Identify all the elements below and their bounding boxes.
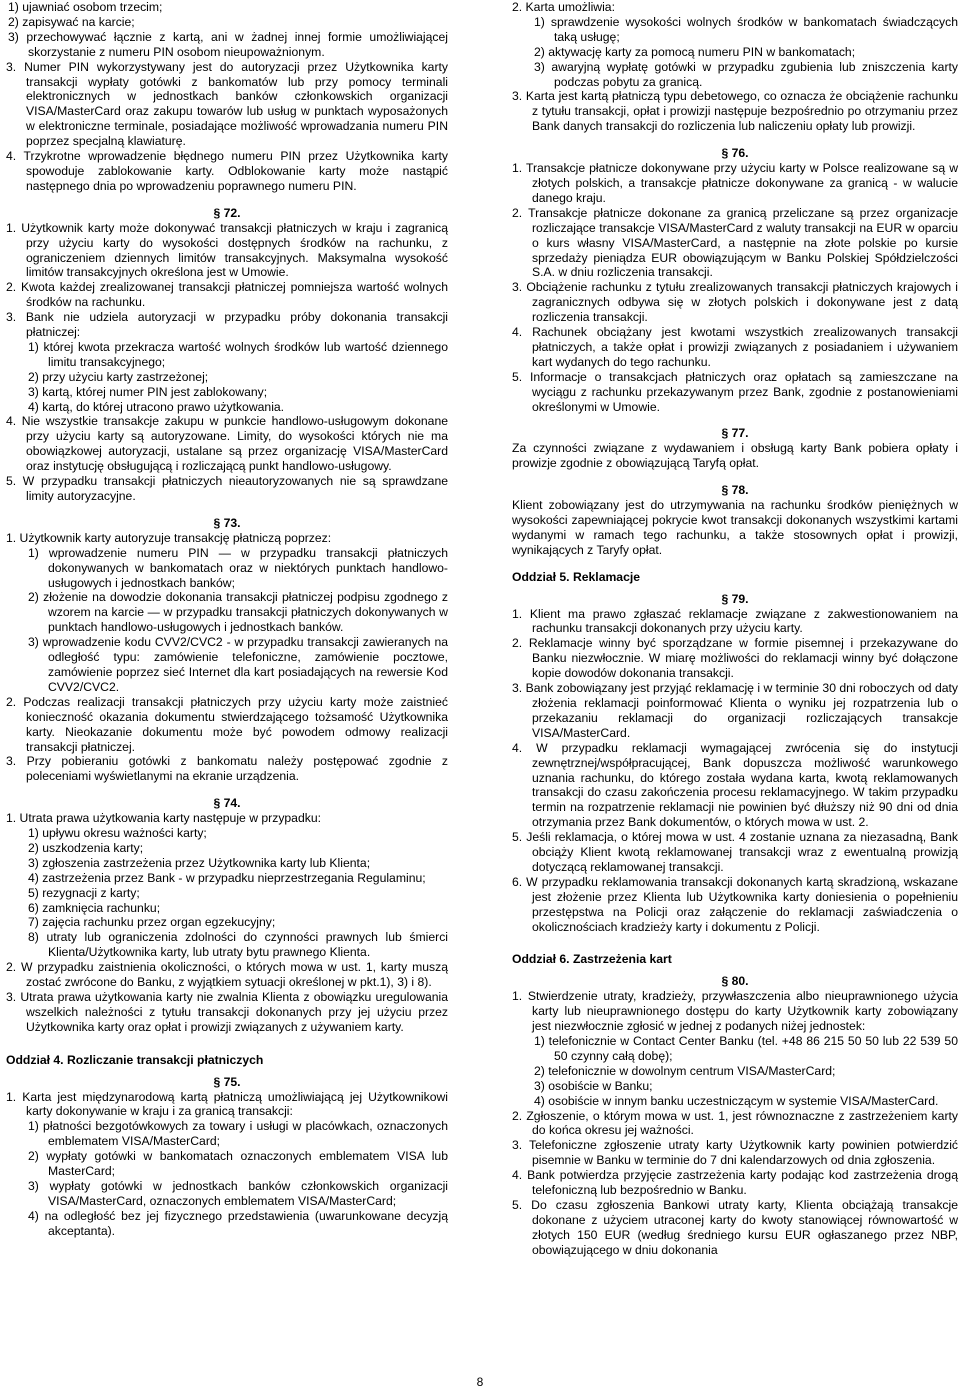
- paragraph-72-3: 3. Bank nie udziela autoryzacji w przypadku próby dokonania transakcji płatniczej:: [6, 310, 448, 340]
- list-item: 6) zamknięcia rachunku;: [28, 900, 161, 915]
- paragraph-77: Za czynności związane z wydawaniem i obsługą karty Bank pobiera opłaty i prowizje zgodnie z obowiązującą Taryfą opłat.: [512, 441, 958, 471]
- list-item: 8) utraty lub ograniczenia zdolności do czynności prawnych lub śmierci Klienta/Użytkownika karty, lub utraty bytu prawnego Klienta.: [28, 930, 448, 960]
- paragraph-75-1: 1. Karta jest międzynarodową kartą płatniczą umożliwiającą jej Użytkownikowi karty dokonywanie w kraju i za granicą transakcji:: [6, 1089, 448, 1119]
- paragraph-79-6: 6. W przypadku reklamowania transakcji dokonanych kartą skradzioną, wskazane jest złożenie przez Klienta lub Użytkownika karty doniesienia o popełnieniu przestępstwa na Policji oraz załączenie do reklamacji zaświadczenia o okolicznościach kradzieży karty i dokumentu z Policji.: [512, 874, 958, 934]
- list-item: 3) awaryjną wypłatę gotówki w przypadku zgubienia lub zniszczenia karty podczas pobytu za granicą.: [534, 59, 958, 89]
- paragraph-78: Klient zobowiązany jest do utrzymywania na rachunku środków pieniężnych w wysokości zapewniającej pokrycie kwot transakcji dokonanych wszystkimi kartami wydanymi w ramach tego rachunku, a także stosownych opłat i prowizji, wynikających z Taryfy opłat.: [512, 498, 958, 557]
- list-item: 3) kartą, której numer PIN jest zablokowany;: [28, 384, 268, 399]
- list-item: 2) uszkodzenia karty;: [28, 840, 144, 855]
- section-5-heading: Oddział 5. Reklamacje: [512, 569, 641, 584]
- section-76-title: § 76.: [721, 146, 749, 161]
- list-item: 3) wprowadzenie kodu CVV2/CVC2 - w przypadku transakcji zawieranych na odległość typu: zamówienie telefoniczne, zamówienie pocztowe, zamówienie poprzez sieć Internet dla kart posiadających na rewersie Kod CVV2/CVC2.: [28, 635, 448, 694]
- page-number: 8: [476, 1375, 484, 1389]
- paragraph-80-3: 3. Telefoniczne zgłoszenie utraty karty Użytkownik karty powinien potwierdzić pisemnie w Banku w terminie do 7 dni kalendarzowych od dnia zgłoszenia.: [512, 1138, 958, 1168]
- paragraph-79-3: 3. Bank zobowiązany jest przyjąć reklamację i w terminie 30 dni roboczych od daty złożenia reklamacji poinformować Klienta o wyniku jej rozpatrzenia lub o przekazaniu reklamacji do organizacji rozliczających transakcje VISA/MasterCard.: [512, 681, 958, 740]
- paragraph-72-1: 1. Użytkownik karty może dokonywać transakcji płatniczych w kraju i zagranicą przy użyciu karty do wysokości dostępnych środków na rachunku, z ograniczeniem dziennych limitów transakcyjnych. Maksymalna wysokość limitów transakcyjnych określona jest w Umowie.: [6, 220, 448, 280]
- section-78-title: § 78.: [721, 483, 749, 498]
- list-item: 2) zapisywać na karcie;: [8, 14, 135, 29]
- paragraph-72-4: 4. Nie wszystkie transakcje zakupu w punkcie handlowo-usługowym dokonane przy użyciu karty są autoryzowane. Limity, do wysokości których nie ma obowiązkowej autoryzacji, ustalane są przez organizację VISA/MasterCard oraz instytucję obsługującą i rozliczającą punkt handlowo-usługowy.: [6, 414, 448, 474]
- list-item: 2) przy użyciu karty zastrzeżonej;: [28, 369, 209, 384]
- left-column: [6, 0, 448, 1239]
- paragraph-80-1: 1. Stwierdzenie utraty, kradzieży, przywłaszczenia albo nieuprawnionego użycia karty lub nieuprawnionego dostępu do karty Użytkownik karty zobowiązany jest niezwłocznie zgłosić w jednej z podanych niżej jednostek:: [512, 989, 958, 1034]
- list-item: 3) wypłaty gotówki w jednostkach banków członkowskich organizacji VISA/MasterCard, oznaczonych emblematem VISA/MasterCard;: [28, 1178, 448, 1208]
- list-item: 2) złożenie na dowodzie dokonania transakcji płatniczej podpisu zgodnego z wzorem na karcie — w przypadku transakcji płatniczych dokonywanych w punktach handlowo-usługowych i jednostkach banków.: [28, 590, 448, 635]
- list-item: 7) zajęcia rachunku przez organ egzekucyjny;: [28, 915, 276, 930]
- list-item: 1) sprawdzenie wysokości wolnych środków w bankomatach świadczących taką usługę;: [534, 14, 958, 44]
- paragraph-76-2: 2. Transakcje płatnicze dokonane za granicą przeliczane są przez organizacje rozliczające transakcje VISA/MasterCard z waluty transakcji na EUR w oparciu o kurs własny VISA/MasterCard, a następnie na złote polskie po kursie sprzedaży pieniądza EUR obowiązującym w Banku Polskiej Spółdzielczości S.A. w dniu rozliczenia transakcji.: [512, 205, 958, 280]
- paragraph-75-2: 2. Karta umożliwia:: [512, 0, 615, 14]
- paragraph-80-2: 2. Zgłoszenie, o którym mowa w ust. 1, jest równoznaczne z zastrzeżeniem karty do końca okresu jej ważności.: [512, 1108, 958, 1138]
- paragraph-71-3: 3. Numer PIN wykorzystywany jest do autoryzacji przez Użytkownika karty transakcji wypłaty gotówki z bankomatów lub przy pomocy terminali elektronicznych w jednostkach banków członkowskich organizacji VISA/MasterCard oraz zakupu towarów lub usług w punktach wyposażonych w elektroniczne terminale, posiadające możliwość wprowadzania numeru PIN poprzez specjalną klawiaturę.: [6, 59, 448, 149]
- section-79-title: § 79.: [721, 591, 749, 606]
- paragraph-74-1: 1. Utrata prawa użytkowania karty następuje w przypadku:: [6, 811, 322, 826]
- list-item: 1) ujawniać osobom trzecim;: [8, 0, 163, 14]
- section-72-title: § 72.: [213, 205, 241, 220]
- list-item: 2) aktywację karty za pomocą numeru PIN w bankomatach;: [534, 44, 856, 59]
- list-item: 4) osobiście w innym banku uczestniczącym w systemie VISA/MasterCard.: [534, 1093, 939, 1108]
- list-item: 3) zgłoszenia zastrzeżenia przez Użytkownika karty lub Klienta;: [28, 855, 371, 870]
- paragraph-79-2: 2. Reklamacje winny być sporządzane w formie pisemnej i przekazywane do Banku niezwłocznie. W miarę możliwości do reklamacji winny być dołączone kopie dowodów dokonania transakcji.: [512, 636, 958, 681]
- list-item: 1) płatności bezgotówkowych za towary i usługi w placówkach, oznaczonych emblematem VISA/MasterCard;: [28, 1119, 448, 1149]
- section-77-title: § 77.: [721, 426, 749, 441]
- section-75-title: § 75.: [213, 1074, 241, 1089]
- list-item: 2) wypłaty gotówki w bankomatach oznaczonych emblematem VISA lub MasterCard;: [28, 1149, 448, 1179]
- paragraph-73-3: 3. Przy pobieraniu gotówki z bankomatu należy postępować zgodnie z poleceniami wyświetlanymi na ekranie urządzenia.: [6, 754, 448, 784]
- right-column: [512, 0, 958, 1258]
- list-item: 5) rezygnacji z karty;: [28, 885, 140, 900]
- paragraph-73-1: 1. Użytkownik karty autoryzuje transakcję płatniczą poprzez:: [6, 530, 332, 545]
- list-item: 4) na odległość bez jej fizycznego przedstawienia (uwarunkowane decyzją akceptanta).: [28, 1208, 448, 1238]
- paragraph-80-4: 4. Bank potwierdza przyjęcie zastrzeżenia karty podając kod zastrzeżenia drogą telefoniczną lub bezpośrednio w Banku.: [512, 1168, 958, 1198]
- paragraph-74-2: 2. W przypadku zaistnienia okoliczności, o których mowa w ust. 1, karty muszą zostać zwrócone do Banku, z wyjątkiem sytuacji określonej w pkt.1), 3) i 8).: [6, 960, 448, 990]
- paragraph-74-3: 3. Utrata prawa użytkowania karty nie zwalnia Klienta z obowiązku uregulowania wszelkich należności z tytułu transakcji dokonanych przy jej użyciu przez Użytkownika karty oraz opłat i prowizji związanych z używaniem karty.: [6, 990, 448, 1034]
- paragraph-75-3: 3. Karta jest kartą płatniczą typu debetowego, co oznacza że obciążenie rachunku z tytułu transakcji, opłat i prowizji następuje bezpośrednio po otrzymaniu przez Bank danych transakcji do rozliczenia lub naliczeniu opłaty lub prowizji.: [512, 89, 958, 134]
- paragraph-79-5: 5. Jeśli reklamacja, o której mowa w ust. 4 zostanie uznana za niezasadną, Bank obciąży Klient kwotą reklamowanej transakcji wraz z ewentualną prowizją dotyczącą reklamowanej transakcji.: [512, 830, 958, 874]
- section-6-heading: Oddział 6. Zastrzeżenia kart: [512, 952, 672, 967]
- paragraph-76-3: 3. Obciążenie rachunku z tytułu zrealizowanych transakcji płatniczych krajowych i zagranicznych odbywa się w złotych polskich i dokonywane jest z datą rozliczenia transakcji.: [512, 280, 958, 325]
- paragraph-71-4: 4. Trzykrotne wprowadzenie błędnego numeru PIN przez Użytkownika karty spowoduje zablokowanie karty. Odblokowanie karty może nastąpić następnego dnia po wprowadzeniu poprawnego numeru PIN.: [6, 149, 448, 193]
- list-item: 3) osobiście w Banku;: [534, 1078, 653, 1093]
- list-item: 1) której kwota przekracza wartość wolnych środków lub wartość dziennego limitu transakcyjnego;: [28, 339, 448, 369]
- list-item: 4) kartą, do której utracono prawo użytkowania.: [28, 399, 285, 414]
- paragraph-79-4: 4. W przypadku reklamacji wymagającej zwrócenia się do instytucji zewnętrznej/współpracującej, Bank dopuszcza możliwość warunkowego uznania rachunku, do którego została wydana karta, kwotą reklamowanych transakcji do czasu zakończenia procesu reklamacyjnego. W takim przypadku termin na rozpatrzenie reklamacji nie powinien być dłuższy niż 90 dni od dnia otrzymania przez Bank dokumentów, o których mowa w ust. 2.: [512, 740, 958, 830]
- paragraph-80-5: 5. Do czasu zgłoszenia Bankowi utraty karty, Klienta obciążają transakcje dokonane z użyciem utraconej karty do kwoty stanowiącej równowartość w złotych 150 EUR (według średniego kursu EUR ogłaszanego przez NBP, obowiązującego w dniu dokonania: [512, 1197, 958, 1257]
- paragraph-76-1: 1. Transakcje płatnicze dokonywane przy użyciu karty w Polsce realizowane są w złotych polskich, a transakcje płatnicze dokonywane za granicą - w walucie danego kraju.: [512, 161, 958, 205]
- section-80-title: § 80.: [721, 974, 749, 989]
- list-item: 1) upływu okresu ważności karty;: [28, 826, 207, 841]
- list-item: 4) zastrzeżenia przez Bank - w przypadku nieprzestrzegania Regulaminu;: [28, 870, 426, 885]
- paragraph-72-2: 2. Kwota każdej zrealizowanej transakcji płatniczej pomniejsza wartość wolnych środków na rachunku.: [6, 280, 448, 310]
- section-4-heading: Oddział 4. Rozliczanie transakcji płatniczych: [6, 1052, 264, 1067]
- list-item: 3) przechowywać łącznie z kartą, ani w żadnej innej formie umożliwiającej skorzystanie z numeru PIN osobom nieupoważnionym.: [8, 29, 448, 59]
- section-73-title: § 73.: [213, 515, 241, 530]
- paragraph-73-2: 2. Podczas realizacji transakcji płatniczych przy użyciu karty może zaistnieć konieczność okazania dokumentu stwierdzającego tożsamość Użytkownika karty. Nieokazanie dokumentu może być powodem odmowy realizacji transakcji płatniczej.: [6, 694, 448, 754]
- paragraph-72-5: 5. W przypadku transakcji płatniczych nieautoryzowanych nie są sprawdzane limity autoryzacyjne.: [6, 474, 448, 503]
- paragraph-76-4: 4. Rachunek obciążany jest kwotami wszystkich zrealizowanych transakcji płatniczych, a także opłat i prowizji związanych z posiadaniem i używaniem kart wydanych do tego rachunku.: [512, 325, 958, 369]
- section-74-title: § 74.: [213, 796, 241, 811]
- list-item: 1) wprowadzenie numeru PIN — w przypadku transakcji płatniczych dokonywanych w bankomatach oraz w niektórych punktach handlowo-usługowych i jednostkach banków;: [28, 545, 448, 590]
- list-item: 2) telefonicznie w dowolnym centrum VISA/MasterCard;: [534, 1063, 836, 1078]
- paragraph-76-5: 5. Informacje o transakcjach płatniczych oraz opłatach są zamieszczane na wyciągu z rachunku przekazywanym przez Bank, zgodnie z postanowieniami określonymi w Umowie.: [512, 369, 958, 414]
- paragraph-79-1: 1. Klient ma prawo zgłaszać reklamacje związane z zakwestionowaniem na rachunku transakcji dokonanych przy użyciu karty.: [512, 606, 958, 636]
- list-item: 1) telefonicznie w Contact Center Banku (tel. +48 86 215 50 50 lub 22 539 50 50 czynny całą dobę);: [534, 1034, 958, 1063]
